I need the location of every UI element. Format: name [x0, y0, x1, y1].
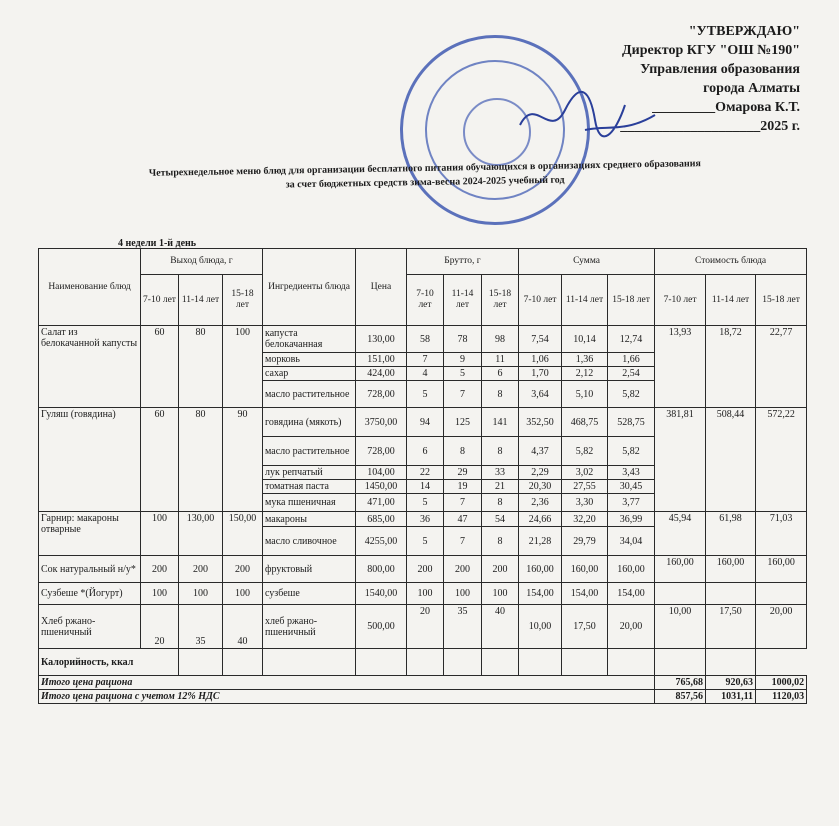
- cost-3: [756, 583, 807, 605]
- sum-1: 352,50: [519, 408, 562, 437]
- table-row: [39, 512, 807, 527]
- brutto-1: 200: [407, 556, 444, 583]
- brutto-2: 7: [444, 381, 482, 408]
- ingredient: хлеб ржано-пшеничный: [263, 605, 356, 649]
- sum-3: 160,00: [608, 556, 655, 583]
- brutto-2: 200: [444, 556, 482, 583]
- sum-1: 154,00: [519, 583, 562, 605]
- price: 151,00: [356, 353, 407, 367]
- sum-3: 5,82: [608, 437, 655, 466]
- yield-3: 100: [223, 326, 263, 408]
- yield-1: 20: [141, 605, 179, 649]
- sum-2: 27,55: [562, 480, 608, 494]
- table-row: [39, 649, 807, 676]
- yield-1: 60: [141, 326, 179, 408]
- sum-2: 5,10: [562, 381, 608, 408]
- cost-1: 13,93: [655, 326, 706, 408]
- brutto-1: 6: [407, 437, 444, 466]
- cost-3: 160,00: [756, 556, 807, 583]
- sum-2: 32,20: [562, 512, 608, 527]
- sum-2: 1,36: [562, 353, 608, 367]
- cost-2: 160,00: [706, 556, 756, 583]
- sum-3: 3,43: [608, 466, 655, 480]
- calories-label: Калорийность, ккал: [39, 649, 179, 676]
- approval-line-1: "УТВЕРЖДАЮ": [688, 24, 800, 39]
- yield-3: 40: [223, 605, 263, 649]
- sum-2: 10,14: [562, 326, 608, 353]
- brutto-2: 100: [444, 583, 482, 605]
- total-vat-3: 1120,03: [756, 690, 807, 704]
- brutto-1: 5: [407, 381, 444, 408]
- brutto-2: 5: [444, 367, 482, 381]
- brutto-3: 8: [482, 494, 519, 512]
- price: 1450,00: [356, 480, 407, 494]
- brutto-2: 47: [444, 512, 482, 527]
- cost-3: 20,00: [756, 605, 807, 649]
- sum-3: 20,00: [608, 605, 655, 649]
- brutto-3: 11: [482, 353, 519, 367]
- brutto-2: 7: [444, 527, 482, 556]
- header-yield: Выход блюда, г: [141, 249, 263, 275]
- header-age-brutto-3: 15-18 лет: [482, 275, 519, 326]
- yield-1: 200: [141, 556, 179, 583]
- brutto-1: 20: [407, 605, 444, 649]
- brutto-3: 8: [482, 527, 519, 556]
- dish-name: Сузбеше *(Йогурт): [39, 583, 141, 605]
- sum-1: 4,37: [519, 437, 562, 466]
- brutto-1: 14: [407, 480, 444, 494]
- dish-name: Хлеб ржано-пшеничный: [39, 605, 141, 649]
- approval-line-2: Директор КГУ "ОШ №190": [622, 43, 800, 58]
- brutto-2: 9: [444, 353, 482, 367]
- yield-2: 100: [179, 583, 223, 605]
- brutto-3: 141: [482, 408, 519, 437]
- sum-2: 2,12: [562, 367, 608, 381]
- cost-1: 45,94: [655, 512, 706, 556]
- header-age-cost-1: 7-10 лет: [655, 275, 706, 326]
- brutto-1: 5: [407, 527, 444, 556]
- table-row: [39, 583, 807, 605]
- sum-2: 468,75: [562, 408, 608, 437]
- total-label: Итого цена рациона: [39, 676, 655, 690]
- heading-line-1: Четырехнедельное меню блюд для организации бесплатного питания обучающихся в организациях среднего образования: [148, 158, 702, 179]
- dish-name: Салат из белокачанной капусты: [39, 326, 141, 408]
- sum-1: 160,00: [519, 556, 562, 583]
- document-heading: [85, 156, 765, 196]
- yield-1: 100: [141, 512, 179, 556]
- brutto-3: 33: [482, 466, 519, 480]
- cost-1: 160,00: [655, 556, 706, 583]
- header-age-cost-3: 15-18 лет: [756, 275, 807, 326]
- header-age-cost-2: 11-14 лет: [706, 275, 756, 326]
- yield-2: 130,00: [179, 512, 223, 556]
- yield-1: 60: [141, 408, 179, 512]
- brutto-3: 21: [482, 480, 519, 494]
- brutto-1: 94: [407, 408, 444, 437]
- approval-line-6: ____________________2025 г.: [620, 119, 800, 134]
- sum-1: 2,36: [519, 494, 562, 512]
- total-3: 1000,02: [756, 676, 807, 690]
- header-ingredients: Ингредиенты блюда: [263, 249, 356, 326]
- price: 1540,00: [356, 583, 407, 605]
- header-age-yield-3: 15-18 лет: [223, 275, 263, 326]
- sum-1: 7,54: [519, 326, 562, 353]
- ingredient: мука пшеничная: [263, 494, 356, 512]
- sum-2: 160,00: [562, 556, 608, 583]
- brutto-3: 54: [482, 512, 519, 527]
- ingredient: масло сливочное: [263, 527, 356, 556]
- brutto-1: 7: [407, 353, 444, 367]
- yield-3: 100: [223, 583, 263, 605]
- price: 800,00: [356, 556, 407, 583]
- price: 104,00: [356, 466, 407, 480]
- ingredient: капуста белокачанная: [263, 326, 356, 353]
- sum-2: 29,79: [562, 527, 608, 556]
- ingredient: макароны: [263, 512, 356, 527]
- yield-2: 80: [179, 408, 223, 512]
- yield-2: 80: [179, 326, 223, 408]
- brutto-3: 8: [482, 381, 519, 408]
- sum-3: 5,82: [608, 381, 655, 408]
- sum-3: 2,54: [608, 367, 655, 381]
- header-brutto: Брутто, г: [407, 249, 519, 275]
- day-label: 4 недели 1-й день: [118, 238, 197, 249]
- header-dish: Наименование блюд: [39, 249, 141, 326]
- price: 728,00: [356, 437, 407, 466]
- yield-3: 150,00: [223, 512, 263, 556]
- price: 130,00: [356, 326, 407, 353]
- price: 471,00: [356, 494, 407, 512]
- cost-3: 572,22: [756, 408, 807, 512]
- price: 4255,00: [356, 527, 407, 556]
- dish-name: Сок натуральный н/у*: [39, 556, 141, 583]
- sum-1: 1,70: [519, 367, 562, 381]
- sum-1: 3,64: [519, 381, 562, 408]
- brutto-2: 29: [444, 466, 482, 480]
- sum-3: 3,77: [608, 494, 655, 512]
- sum-2: 3,02: [562, 466, 608, 480]
- header-age-brutto-1: 7-10 лет: [407, 275, 444, 326]
- sum-1: 2,29: [519, 466, 562, 480]
- yield-2: 200: [179, 556, 223, 583]
- ingredient: сахар: [263, 367, 356, 381]
- table-row: [39, 605, 807, 649]
- cost-2: [706, 583, 756, 605]
- header-age-sum-1: 7-10 лет: [519, 275, 562, 326]
- sum-3: 12,74: [608, 326, 655, 353]
- header-age-sum-2: 11-14 лет: [562, 275, 608, 326]
- ingredient: сузбеше: [263, 583, 356, 605]
- header-age-yield-1: 7-10 лет: [141, 275, 179, 326]
- cost-2: 508,44: [706, 408, 756, 512]
- cost-1: 381,81: [655, 408, 706, 512]
- ingredient: масло растительное: [263, 381, 356, 408]
- brutto-1: 58: [407, 326, 444, 353]
- dish-name: Гуляш (говядина): [39, 408, 141, 512]
- sum-1: 10,00: [519, 605, 562, 649]
- sum-2: 17,50: [562, 605, 608, 649]
- header-cost: Стоимость блюда: [655, 249, 807, 275]
- price: 728,00: [356, 381, 407, 408]
- yield-1: 100: [141, 583, 179, 605]
- total-2: 920,63: [706, 676, 756, 690]
- brutto-2: 35: [444, 605, 482, 649]
- header-age-yield-2: 11-14 лет: [179, 275, 223, 326]
- table-row: [39, 408, 807, 437]
- sum-1: 24,66: [519, 512, 562, 527]
- yield-3: 200: [223, 556, 263, 583]
- sum-1: 20,30: [519, 480, 562, 494]
- brutto-3: 40: [482, 605, 519, 649]
- cost-2: 17,50: [706, 605, 756, 649]
- price: 685,00: [356, 512, 407, 527]
- yield-2: 35: [179, 605, 223, 649]
- header-price: Цена: [356, 249, 407, 326]
- brutto-1: 22: [407, 466, 444, 480]
- cost-1: 10,00: [655, 605, 706, 649]
- table-row: [39, 556, 807, 583]
- price: 500,00: [356, 605, 407, 649]
- sum-3: 36,99: [608, 512, 655, 527]
- brutto-1: 36: [407, 512, 444, 527]
- sum-2: 5,82: [562, 437, 608, 466]
- sum-3: 30,45: [608, 480, 655, 494]
- ingredient: фруктовый: [263, 556, 356, 583]
- ingredient: томатная паста: [263, 480, 356, 494]
- price: 3750,00: [356, 408, 407, 437]
- dish-name: Гарнир: макароны отварные: [39, 512, 141, 556]
- yield-3: 90: [223, 408, 263, 512]
- menu-table: [38, 248, 807, 704]
- sum-1: 21,28: [519, 527, 562, 556]
- brutto-3: 6: [482, 367, 519, 381]
- header-age-sum-3: 15-18 лет: [608, 275, 655, 326]
- signature-icon: [515, 85, 665, 145]
- brutto-1: 4: [407, 367, 444, 381]
- cost-2: 61,98: [706, 512, 756, 556]
- approval-line-3: Управления образования: [640, 62, 800, 77]
- brutto-1: 5: [407, 494, 444, 512]
- brutto-2: 19: [444, 480, 482, 494]
- ingredient: говядина (мякоть): [263, 408, 356, 437]
- price: 424,00: [356, 367, 407, 381]
- header-age-brutto-2: 11-14 лет: [444, 275, 482, 326]
- cost-3: 22,77: [756, 326, 807, 408]
- cost-3: 71,03: [756, 512, 807, 556]
- total-1: 765,68: [655, 676, 706, 690]
- sum-3: 528,75: [608, 408, 655, 437]
- total-vat-row: [39, 690, 807, 704]
- sum-1: 1,06: [519, 353, 562, 367]
- ingredient: масло растительное: [263, 437, 356, 466]
- cost-2: 18,72: [706, 326, 756, 408]
- sum-3: 1,66: [608, 353, 655, 367]
- brutto-2: 78: [444, 326, 482, 353]
- brutto-2: 7: [444, 494, 482, 512]
- brutto-3: 98: [482, 326, 519, 353]
- brutto-1: 100: [407, 583, 444, 605]
- approval-line-5: _________Омарова К.Т.: [652, 100, 800, 115]
- total-row: [39, 676, 807, 690]
- total-vat-2: 1031,11: [706, 690, 756, 704]
- heading-line-2: за счет бюджетных средств зима-весна 2024-2025 учебный год: [285, 174, 565, 191]
- brutto-2: 125: [444, 408, 482, 437]
- total-vat-label: Итого цена рациона с учетом 12% НДС: [39, 690, 655, 704]
- brutto-2: 8: [444, 437, 482, 466]
- brutto-3: 200: [482, 556, 519, 583]
- header-sum: Сумма: [519, 249, 655, 275]
- brutto-3: 8: [482, 437, 519, 466]
- sum-3: 34,04: [608, 527, 655, 556]
- ingredient: лук репчатый: [263, 466, 356, 480]
- brutto-3: 100: [482, 583, 519, 605]
- sum-2: 154,00: [562, 583, 608, 605]
- ingredient: морковь: [263, 353, 356, 367]
- sum-2: 3,30: [562, 494, 608, 512]
- approval-line-4: города Алматы: [703, 81, 800, 96]
- cost-1: [655, 583, 706, 605]
- table-row: [39, 326, 807, 353]
- total-vat-1: 857,56: [655, 690, 706, 704]
- sum-3: 154,00: [608, 583, 655, 605]
